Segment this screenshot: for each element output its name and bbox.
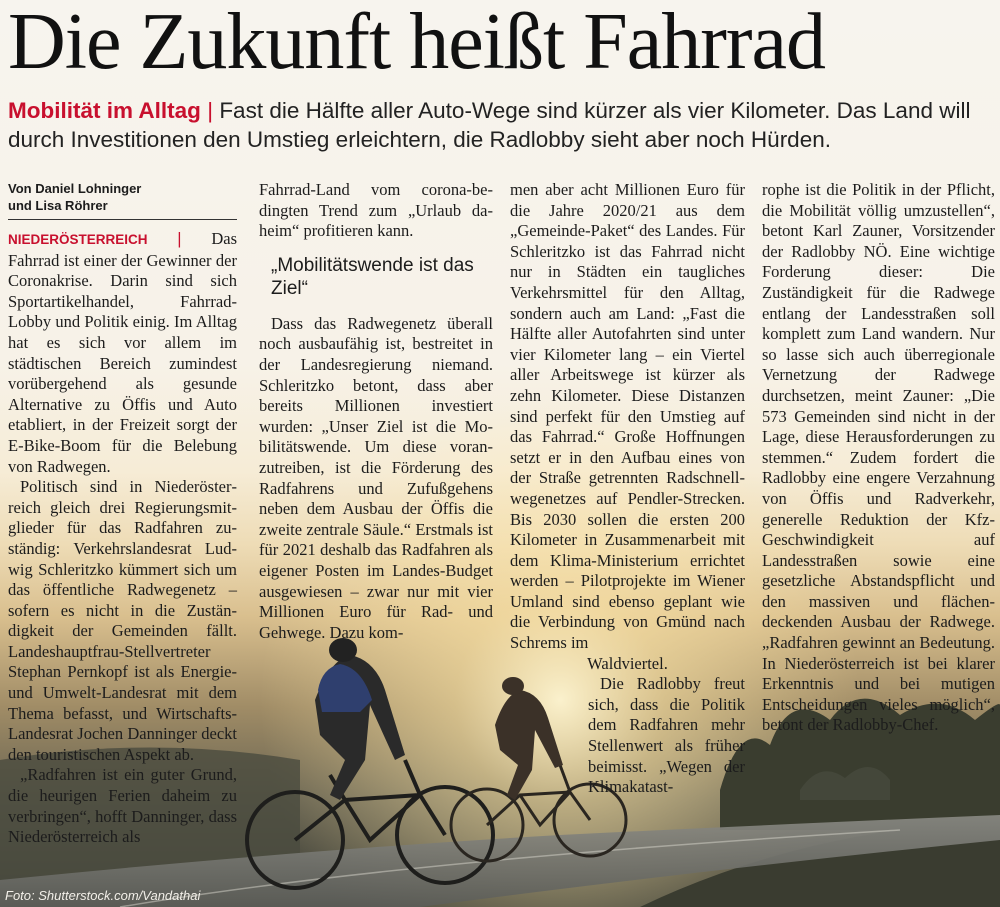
dateline-separator: | [177, 230, 182, 248]
dateline: NIEDERÖSTERREICH [8, 232, 148, 247]
article-column-3 [510, 180, 745, 798]
crosshead: „Mobilitätswende ist das Ziel“ [271, 254, 474, 299]
subhead-separator: | [207, 98, 214, 123]
subhead-kicker: Mobilität im Alltag [8, 98, 201, 123]
paragraph: Dass das Radwegenetz überall noch ausbaufähig ist, bestreitet in der Landesregierung niemand. Schleritzko betont, dass aber bereits Millionen investiert wurden: „Unser Ziel ist die Mobilitätswende. Um diese voranzutreiben, ist die Förderung des Radfahrens und Zufußgehens neben dem Ausbau der Öffis die zweite zentrale Säule.“ Erstmals ist für 2021 deshalb das Radfahren als eigener Posten im Landes-Budget ausgewiesen – zwar nur mit vier Millionen Euro für Rad- und Gehwege. Dazu kom- [259, 313, 493, 642]
paragraph: rophe ist die Politik in der Pflicht, die Mobilität völlig umzustellen“, betont Karl Zauner, Vorsitzender der Radlobby NÖ. Eine wichtige Forderung dieser: Die Zuständigkeit für die Radwege entlang der Landesstraßen soll komplett zum Land wandern. Nur so lasse sich auch überregionale Vernetzung der Radwege durchsetzen, meint Zauner: „Die 573 Gemeinden sind nicht in der Lage, diese Herausforderungen zu stemmen.“ Zudem fordert die Radlobby eine engere Verzahnung von Öffis und Radverkehr, generelle Reduktion der Kfz-Geschwindigkeit auf Landesstraßen sowie eine gesetzliche Abstandspflicht und den massiven und flächendeckenden Ausbau der Radwege. „Radfahren gewinnt an Bedeutung. In Niederösterreich ist bei klarer Erkenntnis und bei mutigen Entscheidungen vieles möglich“, betont der Radlobby-Chef. [762, 180, 995, 735]
paragraph: Fahrrad-Land vom corona-bedingten Trend zum „Urlaub daheim“ profitieren kann. [259, 180, 493, 241]
article-column-2 [259, 180, 493, 643]
paragraph: men aber acht Millionen Euro für die Jahre 2020/21 aus dem „Gemeinde-Paket“ des Landes. Für Schleritzko ist das Fahrrad nicht nur in Städten ein taugliches Verkehrsmittel für den Alltag, sondern auch am Land: „Fast die Hälfte aller Autofahrten sind unter vier Kilometer lang – ein Viertel aller Arbeitswege ist kürzer als zehn Kilometer. Diese Distanzen sind perfekt für den Umstieg auf das Fahrrad.“ Große Hoffnungen setzt er in den Aufbau eines von der Straße getrennten Radschnellwegenetzes auf Pendler-Strecken. Bis 2030 sollen die ersten 200 Kilometer in Zusammenarbeit mit dem Klima-Ministerium errichtet werden – Pilotprojekte im Wiener Umland sind ebenso geplant wie die Verbindung von Gmünd nach Schrems im [510, 180, 745, 653]
article-column-4 [762, 180, 995, 736]
byline-author-2: und Lisa Röhrer [8, 198, 108, 213]
subhead-text: Fast die Hälfte aller Auto-Wege sind kürzer als vier Kilometer. Das Land will durch Investitionen den Umstieg erleichtern, die Radlobby sieht aber noch Hürden. [8, 98, 971, 152]
paragraph-end: Waldviertel. [587, 653, 668, 673]
paragraph: „Radfahren ist ein guter Grund, die heurigen Ferien daheim zu verbringen“, hofft Danninger, dass Niederösterreich als [8, 765, 237, 847]
article-column-1 [8, 180, 237, 848]
paragraph: Die Radlobby freut sich, dass die Politik dem Radfahren mehr Stellenwert als früher beimisst. „Wegen der Klimakatast- [588, 674, 745, 797]
photo-credit: Foto: Shutterstock.com/Vandathai [5, 888, 201, 903]
headline: Die Zukunft heißt Fahrrad [8, 0, 825, 86]
paragraph: Politisch sind in Niederösterreich gleich drei Regierungsmitglieder für das Radfahren zuständig: Verkehrslandesrat Ludwig Schleritzko kümmert sich um das öffentliche Radwegenetz – sofern es nicht in die Zuständigkeit der Gemeinden fällt. Landeshauptfrau-Stellvertreter Stephan Pernkopf ist als Energie- und Umwelt-Landesrat mit dem Thema befasst, und Wirtschafts-Landesrat Jochen Danninger deckt den touristischen Aspekt ab. [8, 477, 237, 764]
paragraph [8, 229, 237, 477]
subhead [8, 96, 993, 154]
byline-author-1: Von Daniel Lohninger [8, 181, 142, 196]
byline [8, 180, 237, 220]
paragraph-text: Das Fahrrad ist einer der Gewinner der Coronakrise. Darin sind sich Sportartikelhandel, Fahrrad-Lobby und Politik einig. Im Alltag hat es sich vor allem im städtischen Bereich zumindest vorübergehend als gesunde Alternative zu Öffis und Auto etabliert, in der Freizeit sorgt der E-Bike-Boom für die Belebung von Radwegen. [8, 229, 238, 476]
